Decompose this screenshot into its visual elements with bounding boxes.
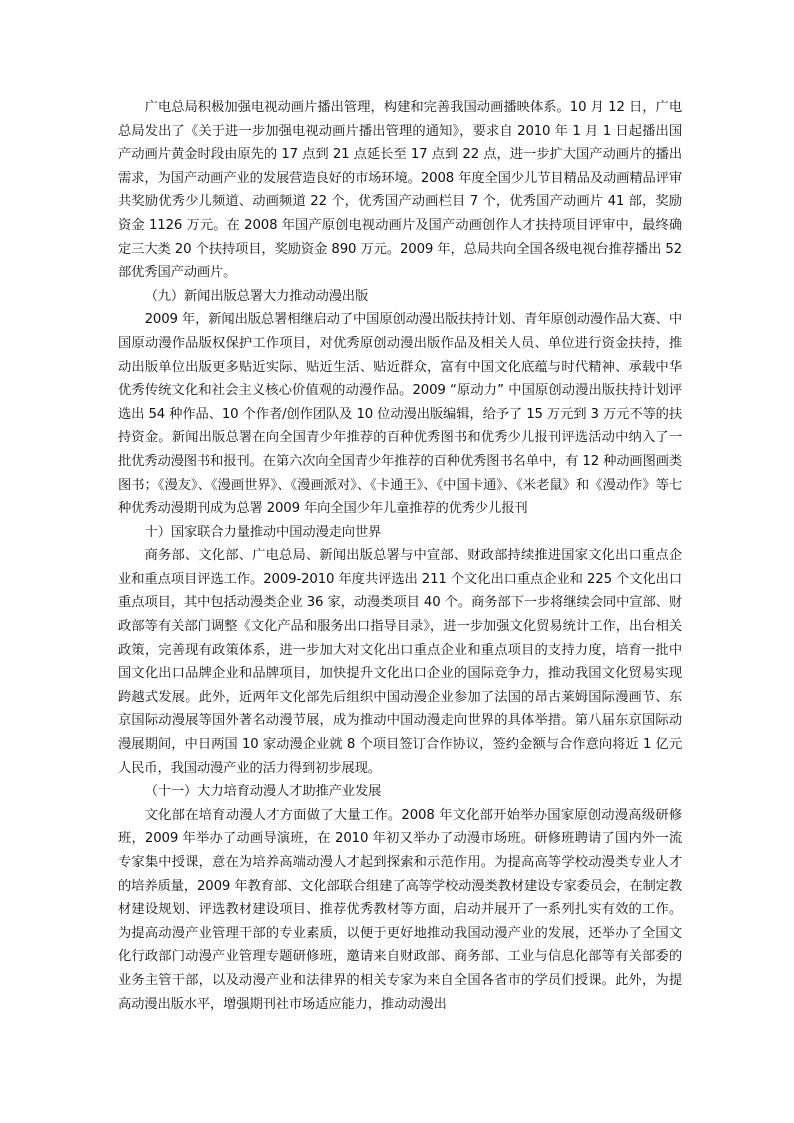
section-heading-press-publication: （九）新闻出版总署大力推动动漫出版 (144, 288, 369, 304)
section-heading-talent-cultivation: （十一）大力培育动漫人才助推产业发展 (144, 784, 382, 800)
section-heading-going-global: 十）国家联合力量推动中国动漫走向世界 (144, 524, 382, 540)
document-page (118, 96, 682, 1016)
paragraph-going-global: 商务部、文化部、广电总局、新闻出版总署与中宣部、财政部持续推进国家文化出口重点企业和重点项目评选工作。2009-2010 年度共评选出 211 个文化出口重点企业和 225 个文化出口重点项目，其中包括动漫类企业 36 家，动漫类项目 40 个。商务部下一步将继续会同中宣部、财政部等有关部门调整《文化产品和服务出口指导目录》，进一步加强文化贸易统计工作，出台相关政策，完善现有政策体系，进一步加大对文化出口重点企业和重点项目的支持力度，培育一批中国文化出口品牌企业和品牌项目，加快提升文化出口企业的国际竞争力，推动我国文化贸易实现跨越式发展。此外，近两年文化部先后组织中国动漫企业参加了法国的昂古莱姆国际漫画节、东京国际动漫展等国外著名动漫节展，成为推动中国动漫走向世界的具体举措。第八届东京国际动漫展期间，中日两国 10 家动漫企业就 8 个项目签订合作协议，签约金额与合作意向将近 1 亿元人民币，我国动漫产业的活力得到初步展现。 (118, 548, 682, 776)
paragraph-press-publication: 2009 年，新闻出版总署相继启动了中国原创动漫出版扶持计划、青年原创动漫作品大赛、中国原动漫作品版权保护工作项目，对优秀原创动漫出版作品及相关人员、单位进行资金扶持，推动出版单位出版更多贴近实际、贴近生活、贴近群众，富有中国文化底蕴与时代精神、承载中华优秀传统文化和社会主义核心价值观的动漫作品。2009 “原动力” 中国原创动漫出版扶持计划评选出 54 种作品、10 个作者/创作团队及 10 位动漫出版编辑，给予了 15 万元到 3 万元不等的扶持资金。新闻出版总署在向全国青少年推荐的百种优秀图书和优秀少儿报刊评选活动中纳入了一批优秀动漫图书和报刊。在第六次向全国青少年推荐的百种优秀图书名单中，有 12 种动画图画类图书；《漫友》、《漫画世界》、《漫画派对》、《卡通王》、《中国卡通》、《米老鼠》和《漫动作》等七种优秀动漫期刊成为总署 2009 年向全国少年儿童推荐的优秀少儿报刊 (118, 312, 682, 517)
paragraph-talent-cultivation: 文化部在培育动漫人才方面做了大量工作。2008 年文化部开始举办国家原创动漫高级研修班，2009 年举办了动画导演班，在 2010 年初又举办了动漫市场班。研修班聘请了国内外一流专家集中授课，意在为培养高端动漫人才起到探索和示范作用。为提高高等学校动漫类专业人才的培养质量，2009 年教育部、文化部联合组建了高等学校动漫类教材建设专家委员会，在制定教材建设规划、评选教材建设项目、推荐优秀教材等方面，启动并展开了一系列扎实有效的工作。为提高动漫产业管理干部的专业素质，以便于更好地推动我国动漫产业的发展，还举办了全国文化行政部门动漫产业管理专题研修班，邀请来自财政部、商务部、工业与信息化部等有关部委的业务主管干部，以及动漫产业和法律界的相关专家为来自全国各省市的学员们授课。此外，为提高动漫出版水平，增强期刊社市场适应能力，推动动漫出 (118, 807, 682, 1012)
paragraph-broadcast-management: 广电总局积极加强电视动画片播出管理，构建和完善我国动画播映体系。10 月 12 日，广电总局发出了《关于进一步加强电视动画片播出管理的通知》，要求自 2010 年 1 月 1 日起播出国产动画片黄金时段由原先的 17 点到 21 点延长至 17 点到 22 点，进一步扩大国产动画片的播出需求，为国产动画产业的发展营造良好的市场环境。2008 年度全国少儿节目精品及动画精品评审共奖励优秀少儿频道、动画频道 22 个，优秀国产动画栏目 7 个，优秀国产动画片 41 部，奖励资金 1126 万元。在 2008 年国产原创电视动画片及国产动画创作人才扶持项目评审中，最终确定三大类 20 个扶持项目，奖励资金 890 万元。2009 年，总局共向全国各级电视台推荐播出 52 部优秀国产动画片。 (118, 100, 682, 281)
